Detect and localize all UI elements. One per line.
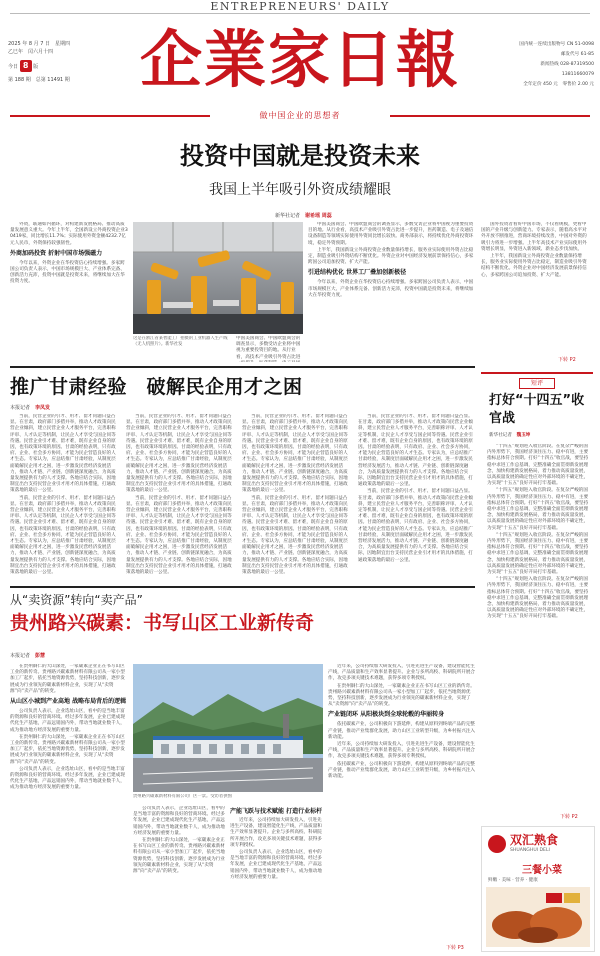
article2-col-4: 当前，民营企业的引才、用才、留才问题日益凸显。在甘肃，政府部门多措并举，推动人才政策向民营企业倾斜，建立民营企业人才服务平台，完善职称评审、人才认定等机制，让民企人才享受与国企同等待遇。民营企业引才难、留才难，既有企业自身的原因，也有政策环境的原因。甘肃的经验表明，只有政府、企业、社会多方协同，才能为民企营造良好的人才生态。专家认为，应总结推广甘肃经验，从制度层面破解民企用才之困，进一步激发民营经济发展活力，推动人才链、产业链、创新链深度融合，为高质量发展提供有力的人才支撑。各地应结合实际，因地制宜出台支持民营企业引才用才的具体措施，打通政策落地的最后一公里。 当前，民营企业的引才、用才、留才问题日益凸显。在甘肃，政府部门多措并举，推动人才政策向民营企业倾斜，建立民营企业人才服务平台，完善职称评审、人才认定等机制，让民企人才享受与国企同等待遇。民营企业引才难、留才难，既有企业自身的原因，也有政策环境的原因。甘肃的经验表明，只有政府、企业、社会多方协同，才能为民企营造良好的人才生态。专家认为，应总结推广甘肃经验，从制度层面破解民企用才之困，进一步激发民营经济发展活力，推动人才链、产业链、创新链深度融合，为高质量发展提供有力的人才支撑。各地应结合实际，因地制宜出台支持民营企业引才用才的具体措施，打通政策落地的最后一公里。 xyxy=(358,414,473,563)
top-rule xyxy=(10,13,590,14)
lead-paragraph: 上半年，我国新设立外商投资企业数量保持增长，服务业实际使用外资占比稳定，制造业吸引外资结构不断优化。外资企业对中国经济发展前景保持信心，多家跨国公司追加投资、扩大产能。 xyxy=(308,247,474,266)
ad-logo-icon xyxy=(488,835,506,853)
lead-paragraph: 中国美国商会、中国欧盟商会的调查显示，多数受访企业将中国视为重要投资目的地。从行业看，高技术产业吸引外资占比进一步提升，医药制造、电子及通信设备制造等领域实际使用外资同比增长较快。商务部表示，将持续优化外商投资环境，稳定外资预期。 xyxy=(308,222,474,246)
article3-col-4: 近年来，公司持续加大研发投入，引进先进生产设备，建设智能化生产线，产品质量和生产效率显著提升。企业与多所高校、科研院所开展合作，攻克多项关键技术难题，获得多项专利授权。 在贵州铜仁的大山深处，一家碳素企业正在书写山区工业的新传奇。贵州路兴碳素新材料有限公司从一家小型加工厂起步，依托当地资源优势，坚持科技创新，逐步发展成为行业领先的碳素新材料企业，实现了从“卖资源”向“卖产品”的转变。 产业链闭环 从阳极块到全球轮毂的华丽转身 依托碳素产业，公司积极向下游延伸，构建从原料到终端产品的完整产业链，推动产业集群化发展，助力山区工业转型升级，为乡村振兴注入新动能。 近年来，公司持续加大研发投入，引进先进生产设备，建设智能化生产线，产品质量和生产效率显著提升。企业与多所高校、科研院所开展合作，攻克多项关键技术难题，获得多项专利授权。 依托碳素产业，公司积极向下游延伸，构建从原料到终端产品的完整产业链，推动产业集群化发展，助力山区工业转型升级，为乡村振兴注入新动能。 xyxy=(328,664,476,780)
commentary-byline: 新华社记者 魏玉坤 xyxy=(489,433,531,438)
commentary-tag: 短评 xyxy=(519,378,555,389)
lead-paragraph: 国外投资者看好中国市场，不仅看规模，更看中国的产业升级与创新能力。专家表示，随着高水平对外开放不断推进，营商环境持续改善，中国对外资的吸引力将进一步增强。上半年高技术产业实际使用外资增长明显，外资进入新领域、新业态步伐加快。 xyxy=(481,222,587,252)
ad-slogan: 三餐小菜 xyxy=(522,865,562,876)
lead-column-3 xyxy=(308,222,476,362)
masthead-english: ENTREPRENEURS' DAILY xyxy=(210,0,390,13)
lead-byline: 新华社记者 谢希瑶 周蕊 xyxy=(275,213,332,219)
article3-kicker: 从“卖资源”转向“卖产品” xyxy=(10,593,143,607)
article3-photo-caption: 贵州路兴碳素新材料有限公司厂区一景。受访者供图 xyxy=(133,794,232,799)
lead-subheadline: 我国上半年吸引外资成绩耀眼 xyxy=(209,182,391,198)
shuanghui-ad[interactable] xyxy=(481,826,595,952)
lead-column-4 xyxy=(481,222,591,356)
article2-col-1: 当前，民营企业的引才、用才、留才问题日益凸显。在甘肃，政府部门多措并举，推动人才政策向民营企业倾斜，建立民营企业人才服务平台，完善职称评审、人才认定等机制，让民企人才享受与国企同等待遇。民营企业引才难、留才难，既有企业自身的原因，也有政策环境的原因。甘肃的经验表明，只有政府、企业、社会多方协同，才能为民企营造良好的人才生态。专家认为，应总结推广甘肃经验，从制度层面破解民企用才之困，进一步激发民营经济发展活力，推动人才链、产业链、创新链深度融合，为高质量发展提供有力的人才支撑。各地应结合实际，因地制宜出台支持民营企业引才用才的具体措施，打通政策落地的最后一公里。 当前，民营企业的引才、用才、留才问题日益凸显。在甘肃，政府部门多措并举，推动人才政策向民营企业倾斜，建立民营企业人才服务平台，完善职称评审、人才认定等机制，让民企人才享受与国企同等待遇。民营企业引才难、留才难，既有企业自身的原因，也有政策环境的原因。甘肃的经验表明，只有政府、企业、社会多方协同，才能为民企营造良好的人才生态。专家认为，应总结推广甘肃经验，从制度层面破解民企用才之困，进一步激发民营经济发展活力，推动人才链、产业链、创新链深度融合，为高质量发展提供有力的人才支撑。各地应结合实际，因地制宜出台支持民营企业引才用才的具体措施，打通政策落地的最后一公里。 xyxy=(10,414,116,576)
ad-brand-en: SHUANGHUI DELI xyxy=(510,848,550,853)
article3-headline: 贵州路兴碳素：书写山区工业新传奇 xyxy=(10,612,315,634)
publication-info: 国内统一连续出版物号 CN 51-0098 邮发代号 61-85 新闻热线 028-87319500 13811660079 全年定价 450 元 零售价 2.00 元 xyxy=(519,42,594,87)
ad-brand: 双汇熟食 xyxy=(510,833,559,847)
lead-column-1 xyxy=(10,222,128,362)
lead-headline: 投资中国就是投资未来 xyxy=(180,142,420,170)
lead-continued: 下转 P2 xyxy=(558,357,576,363)
commentary-box xyxy=(481,372,593,810)
article3-subhead-3: 产业链闭环 从阳极块到全球轮毂的华丽转身 xyxy=(328,711,445,719)
article3-col-1: 在贵州铜仁的大山深处，一家碳素企业正在书写山区工业的新传奇。贵州路兴碳素新材料有限公司从一家小型加工厂起步，依托当地资源优势，坚持科技创新，逐步发展成为行业领先的碳素新材料企业，实现了从“卖资源”向“卖产品”的转变。 从山区小城到产业高地 战略布局背后的逻辑 公司负责人表示，企业选址山区，看中的是当地丰富的资源和良好的营商环境。经过多年发展，企业已建成现代化生产基地，产品远销国内外，带动当地就业数千人，成为推动地方经济发展的重要力量。 在贵州铜仁的大山深处，一家碳素企业正在书写山区工业的新传奇。贵州路兴碳素新材料有限公司从一家小型加工厂起步，依托当地资源优势，坚持科技创新，逐步发展成为行业领先的碳素新材料企业，实现了从“卖资源”向“卖产品”的转变。 公司负责人表示，企业选址山区，看中的是当地丰富的资源和良好的营商环境。经过多年发展，企业已建成现代化生产基地，产品远销国内外，带动当地就业数千人，成为推动地方经济发展的重要力量。 xyxy=(10,664,127,791)
article3-continued: 下转 P3 xyxy=(446,945,464,951)
commentary-headline: 打好“十四五”收官战 xyxy=(489,393,585,426)
lead-paragraph: 上半年，我国新设立外商投资企业数量保持增长，服务业实际使用外资占比稳定，制造业吸引外资结构不断优化。外资企业对中国经济发展前景保持信心，多家跨国公司追加投资、扩大产能。 xyxy=(481,254,587,278)
article2-col-3: 当前，民营企业的引才、用才、留才问题日益凸显。在甘肃，政府部门多措并举，推动人才政策向民营企业倾斜，建立民营企业人才服务平台，完善职称评审、人才认定等机制，让民企人才享受与国企同等待遇。民营企业引才难、留才难，既有企业自身的原因，也有政策环境的原因。甘肃的经验表明，只有政府、企业、社会多方协同，才能为民企营造良好的人才生态。专家认为，应总结推广甘肃经验，从制度层面破解民企用才之困，进一步激发民营经济发展活力，推动人才链、产业链、创新链深度融合，为高质量发展提供有力的人才支撑。各地应结合实际，因地制宜出台支持民营企业引才用才的具体措施，打通政策落地的最后一公里。 当前，民营企业的引才、用才、留才问题日益凸显。在甘肃，政府部门多措并举，推动人才政策向民营企业倾斜，建立民营企业人才服务平台，完善职称评审、人才认定等机制，让民企人才享受与国企同等待遇。民营企业引才难、留才难，既有企业自身的原因，也有政策环境的原因。甘肃的经验表明，只有政府、企业、社会多方协同，才能为民企营造良好的人才生态。专家认为，应总结推广甘肃经验，从制度层面破解民企用才之困，进一步激发民营经济发展活力，推动人才链、产业链、创新链深度融合，为高质量发展提供有力的人才支撑。各地应结合实际，因地制宜出台支持民营企业引才用才的具体措施，打通政策落地的最后一公里。 xyxy=(242,414,348,576)
article3-subhead-1: 从山区小城到产业高地 战略布局背后的逻辑 xyxy=(10,698,127,706)
commentary-text: “十四五”规划进入收官阶段。在复杂严峻的国内外形势下，我国经济顶住压力、稳中有进，主要指标总体符合预期。打好“十四五”收官战，要坚持稳中求进工作总基调，完整准确全面贯彻新发展理念，加快构建新发展格局，着力推动高质量发展，以高质量发展的确定性应对外部环境的不确定性，为实现“十五五”良好开局打牢基础。 “十四五”规划进入收官阶段。在复杂严峻的国内外形势下，我国经济顶住压力、稳中有进，主要指标总体符合预期。打好“十四五”收官战，要坚持稳中求进工作总基调，完整准确全面贯彻新发展理念，加快构建新发展格局，着力推动高质量发展，以高质量发展的确定性应对外部环境的不确定性，为实现“十五五”良好开局打牢基础。 “十四五”规划进入收官阶段。在复杂严峻的国内外形势下，我国经济顶住压力、稳中有进，主要指标总体符合预期。打好“十四五”收官战，要坚持稳中求进工作总基调，完整准确全面贯彻新发展理念，加快构建新发展格局，着力推动高质量发展，以高质量发展的确定性应对外部环境的不确定性，为实现“十五五”良好开局打牢基础。 “十四五”规划进入收官阶段。在复杂严峻的国内外形势下，我国经济顶住压力、稳中有进，主要指标总体符合预期。打好“十四五”收官战，要坚持稳中求进工作总基调，完整准确全面贯彻新发展理念，加快构建新发展格局，着力推动高质量发展，以高质量发展的确定性应对外部环境的不确定性，为实现“十五五”良好开局打牢基础。 xyxy=(487,444,589,620)
ad-tags: 鲜嫩 · 美味 · 营养 · 健康 xyxy=(488,878,538,883)
article3-photo-factory xyxy=(133,664,323,792)
date-block xyxy=(8,40,98,84)
slogan: 做中国企业的思想者 xyxy=(259,111,341,120)
ad-product-image xyxy=(486,887,590,947)
article3-subhead-2: 产能飞跃与技术赋能 打造行业标杆 xyxy=(230,808,323,815)
article3-byline: 本报记者 彭慧 xyxy=(10,653,46,659)
article2-byline: 本报记者 李凤发 xyxy=(10,405,51,411)
article3-col-3: 产能飞跃与技术赋能 打造行业标杆 近年来，公司持续加大研发投入，引进先进生产设备，建设智能化生产线，产品质量和生产效率显著提升。企业与多所高校、科研院所开展合作，攻克多项关键技术难题，获得多项专利授权。 公司负责人表示，企业选址山区，看中的是当地丰富的资源和良好的营商环境。经过多年发展，企业已建成现代化生产基地，产品远销国内外，带动当地就业数千人，成为推动地方经济发展的重要力量。 xyxy=(230,808,323,880)
lead-photo-robots xyxy=(133,222,303,334)
edition-count: 今日 8 版 xyxy=(8,61,39,70)
lunar-date: 乙巳年 闰六月十四 xyxy=(8,49,54,55)
issue-number: 第 188 期 总第 11491 期 xyxy=(8,77,70,83)
lead-paragraph: 今年以来，外资企业在华投资信心持续增强。多家跨国公司负责人表示，中国市场规模巨大、产业体系完备、创新活力充沛，投资中国就是投资未来，将继续加大在华投资力度。 xyxy=(10,260,125,285)
masthead xyxy=(0,0,600,120)
newspaper-title: 企業家日報 xyxy=(139,23,460,96)
lead-column-2: 中国美国商会、中国欧盟商会的调查显示，多数受访企业将中国视为重要投资目的地。从行业看，高技术产业吸引外资占比进 xyxy=(236,336,301,360)
article2-headline: 推广甘肃经验 破解民企用才之困 xyxy=(10,376,303,398)
lead-paragraph: 外资，联通如内循环，对构建新发展格局、推动高质量发展意义重大。今年上半年，全国新设立外商投资企业30419家，同比增长11.7%；实际使用外资金额4232.7亿元人民币，外资保持较强韧性。 xyxy=(10,222,128,246)
section-divider xyxy=(10,366,475,368)
article3-col-2: 公司负责人表示，企业选址山区，看中的是当地丰富的资源和良好的营商环境。经过多年发展，企业已建成现代化生产基地，产品远销国内外，带动当地就业数千人，成为推动地方经济发展的重要力量。 在贵州铜仁的大山深处，一家碳素企业正在书写山区工业的新传奇。贵州路兴碳素新材料有限公司从一家小型加工厂起步，依托当地资源优势，坚持科技创新，逐步发展成为行业领先的碳素新材料企业，实现了从“卖资源”向“卖产品”的转变。 xyxy=(133,806,225,875)
lead-subhead-2: 引进结构优化 世界工厂叠加创新极径 xyxy=(308,269,407,277)
commentary-continued: 下转 P2 xyxy=(560,814,578,820)
masthead-rule-left xyxy=(10,115,210,117)
article2-col-2: 当前，民营企业的引才、用才、留才问题日益凸显。在甘肃，政府部门多措并举，推动人才政策向民营企业倾斜，建立民营企业人才服务平台，完善职称评审、人才认定等机制，让民企人才享受与国企同等待遇。民营企业引才难、留才难，既有企业自身的原因，也有政策环境的原因。甘肃的经验表明，只有政府、企业、社会多方协同，才能为民企营造良好的人才生态。专家认为，应总结推广甘肃经验，从制度层面破解民企用才之困，进一步激发民营经济发展活力，推动人才链、产业链、创新链深度融合，为高质量发展提供有力的人才支撑。各地应结合实际，因地制宜出台支持民营企业引才用才的具体措施，打通政策落地的最后一公里。 当前，民营企业的引才、用才、留才问题日益凸显。在甘肃，政府部门多措并举，推动人才政策向民营企业倾斜，建立民营企业人才服务平台，完善职称评审、人才认定等机制，让民企人才享受与国企同等待遇。民营企业引才难、留才难，既有企业自身的原因，也有政策环境的原因。甘肃的经验表明，只有政府、企业、社会多方协同，才能为民企营造良好的人才生态。专家认为，应总结推广甘肃经验，从制度层面破解民企用才之困，进一步激发民营经济发展活力，推动人才链、产业链、创新链深度融合，为高质量发展提供有力的人才支撑。各地应结合实际，因地制宜出台支持民营企业引才用才的具体措施，打通政策落地的最后一公里。 xyxy=(126,414,232,576)
section-divider xyxy=(10,586,475,588)
date-line: 2025 年 8 月 7 日 星期四 xyxy=(8,41,71,47)
lead-photo-caption: 这是在浙江省某智能工厂拍摄的工业机器人生产线（无人机照片）。新华社发 xyxy=(133,336,228,347)
lead-paragraph: 今年以来，外资企业在华投资信心持续增强。多家跨国公司负责人表示，中国市场规模巨大、产业体系完备、创新活力充沛，投资中国就是投资未来，将继续加大在华投资力度。 xyxy=(308,280,474,298)
commentary-rule xyxy=(481,372,593,374)
masthead-rule-right xyxy=(390,115,590,117)
lead-subhead-1: 外商加码投资 折射中国市场强磁力 xyxy=(10,249,103,257)
